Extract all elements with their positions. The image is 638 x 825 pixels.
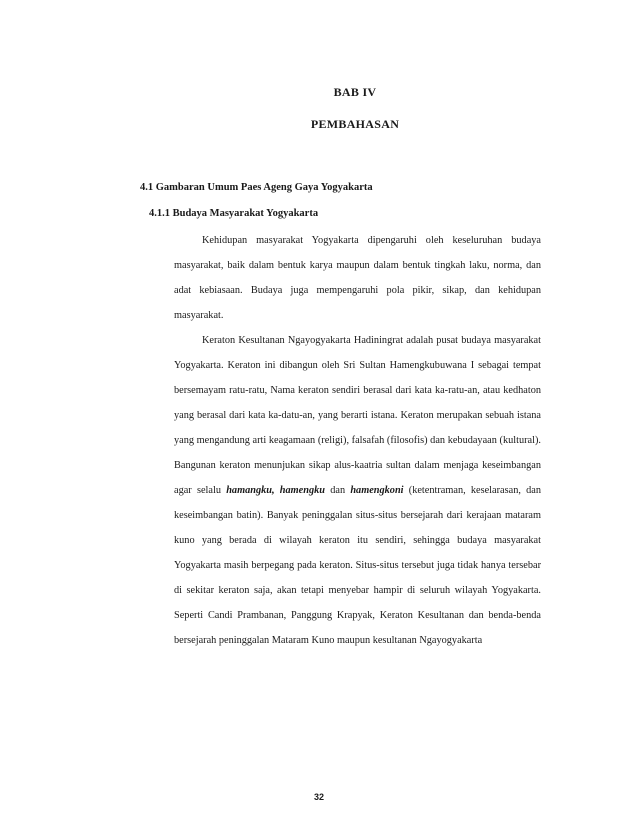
paragraph-2-part-c: (ketentraman, keselarasan, dan keseimbangan batin). Banyak peninggalan situs-situs bersejarah dari kerajaan mataram kuno yang berada di wilayah keraton itu sendiri, sehingga budaya masyarakat Yogyakarta masih berpegang pada keraton. Situs-situs tersebut juga tidak hanya tersebar di sekitar keraton saja, akan tetapi menyebar hampir di seluruh wilayah Yogyakarta. Seperti Candi Prambanan, Panggung Krapyak, Keraton Kesultanan dan benda-benda bersejarah peninggalan Mataram Kuno maupun kesultanan Ngayogyakarta [174, 485, 542, 646]
paragraph-2 [174, 328, 541, 653]
term-hamangku-hamengku: hamangku, hamengku [226, 485, 325, 496]
chapter-title: PEMBAHASAN [310, 117, 400, 131]
paragraph-1: Kehidupan masyarakat Yogyakarta dipengaruhi oleh keseluruhan budaya masyarakat, baik dalam bentuk karya maupun dalam bentuk tingkah laku, norma, dan adat kebiasaan. Budaya juga mempengaruhi pola pikir, sikap, dan kehidupan masyarakat. [174, 235, 541, 321]
paragraph-2-part-a: Keraton Kesultanan Ngayogyakarta Hadiningrat adalah pusat budaya masyarakat Yogyakarta. Keraton ini dibangun oleh Sri Sultan Hamengkubuwana I sebagai tempat bersemayam ratu-ratu, Nama keraton sendiri berasal dari kata ka-ratu-an, atau kedhaton yang berasal dari kata ka-datu-an, yang berarti istana. Keraton merupakan sebuah istana yang mengandung arti keagamaan (religi), falsafah (filosofis) dan kebudayaan (kultural). Bangunan keraton menunjukan sikap alus-kaatria sultan dalam menjaga keseimbangan agar selalu [174, 335, 541, 496]
term-hamengkoni: hamengkoni [350, 485, 404, 496]
subsection-heading: 4.1.1 Budaya Masyarakat Yogyakarta [149, 208, 319, 219]
page-number: 32 [313, 792, 324, 802]
section-heading: 4.1 Gambaran Umum Paes Ageng Gaya Yogyakarta [140, 182, 373, 193]
body-text [174, 228, 541, 653]
chapter-number: BAB IV [333, 85, 377, 99]
paragraph-2-part-b: dan [325, 485, 351, 496]
